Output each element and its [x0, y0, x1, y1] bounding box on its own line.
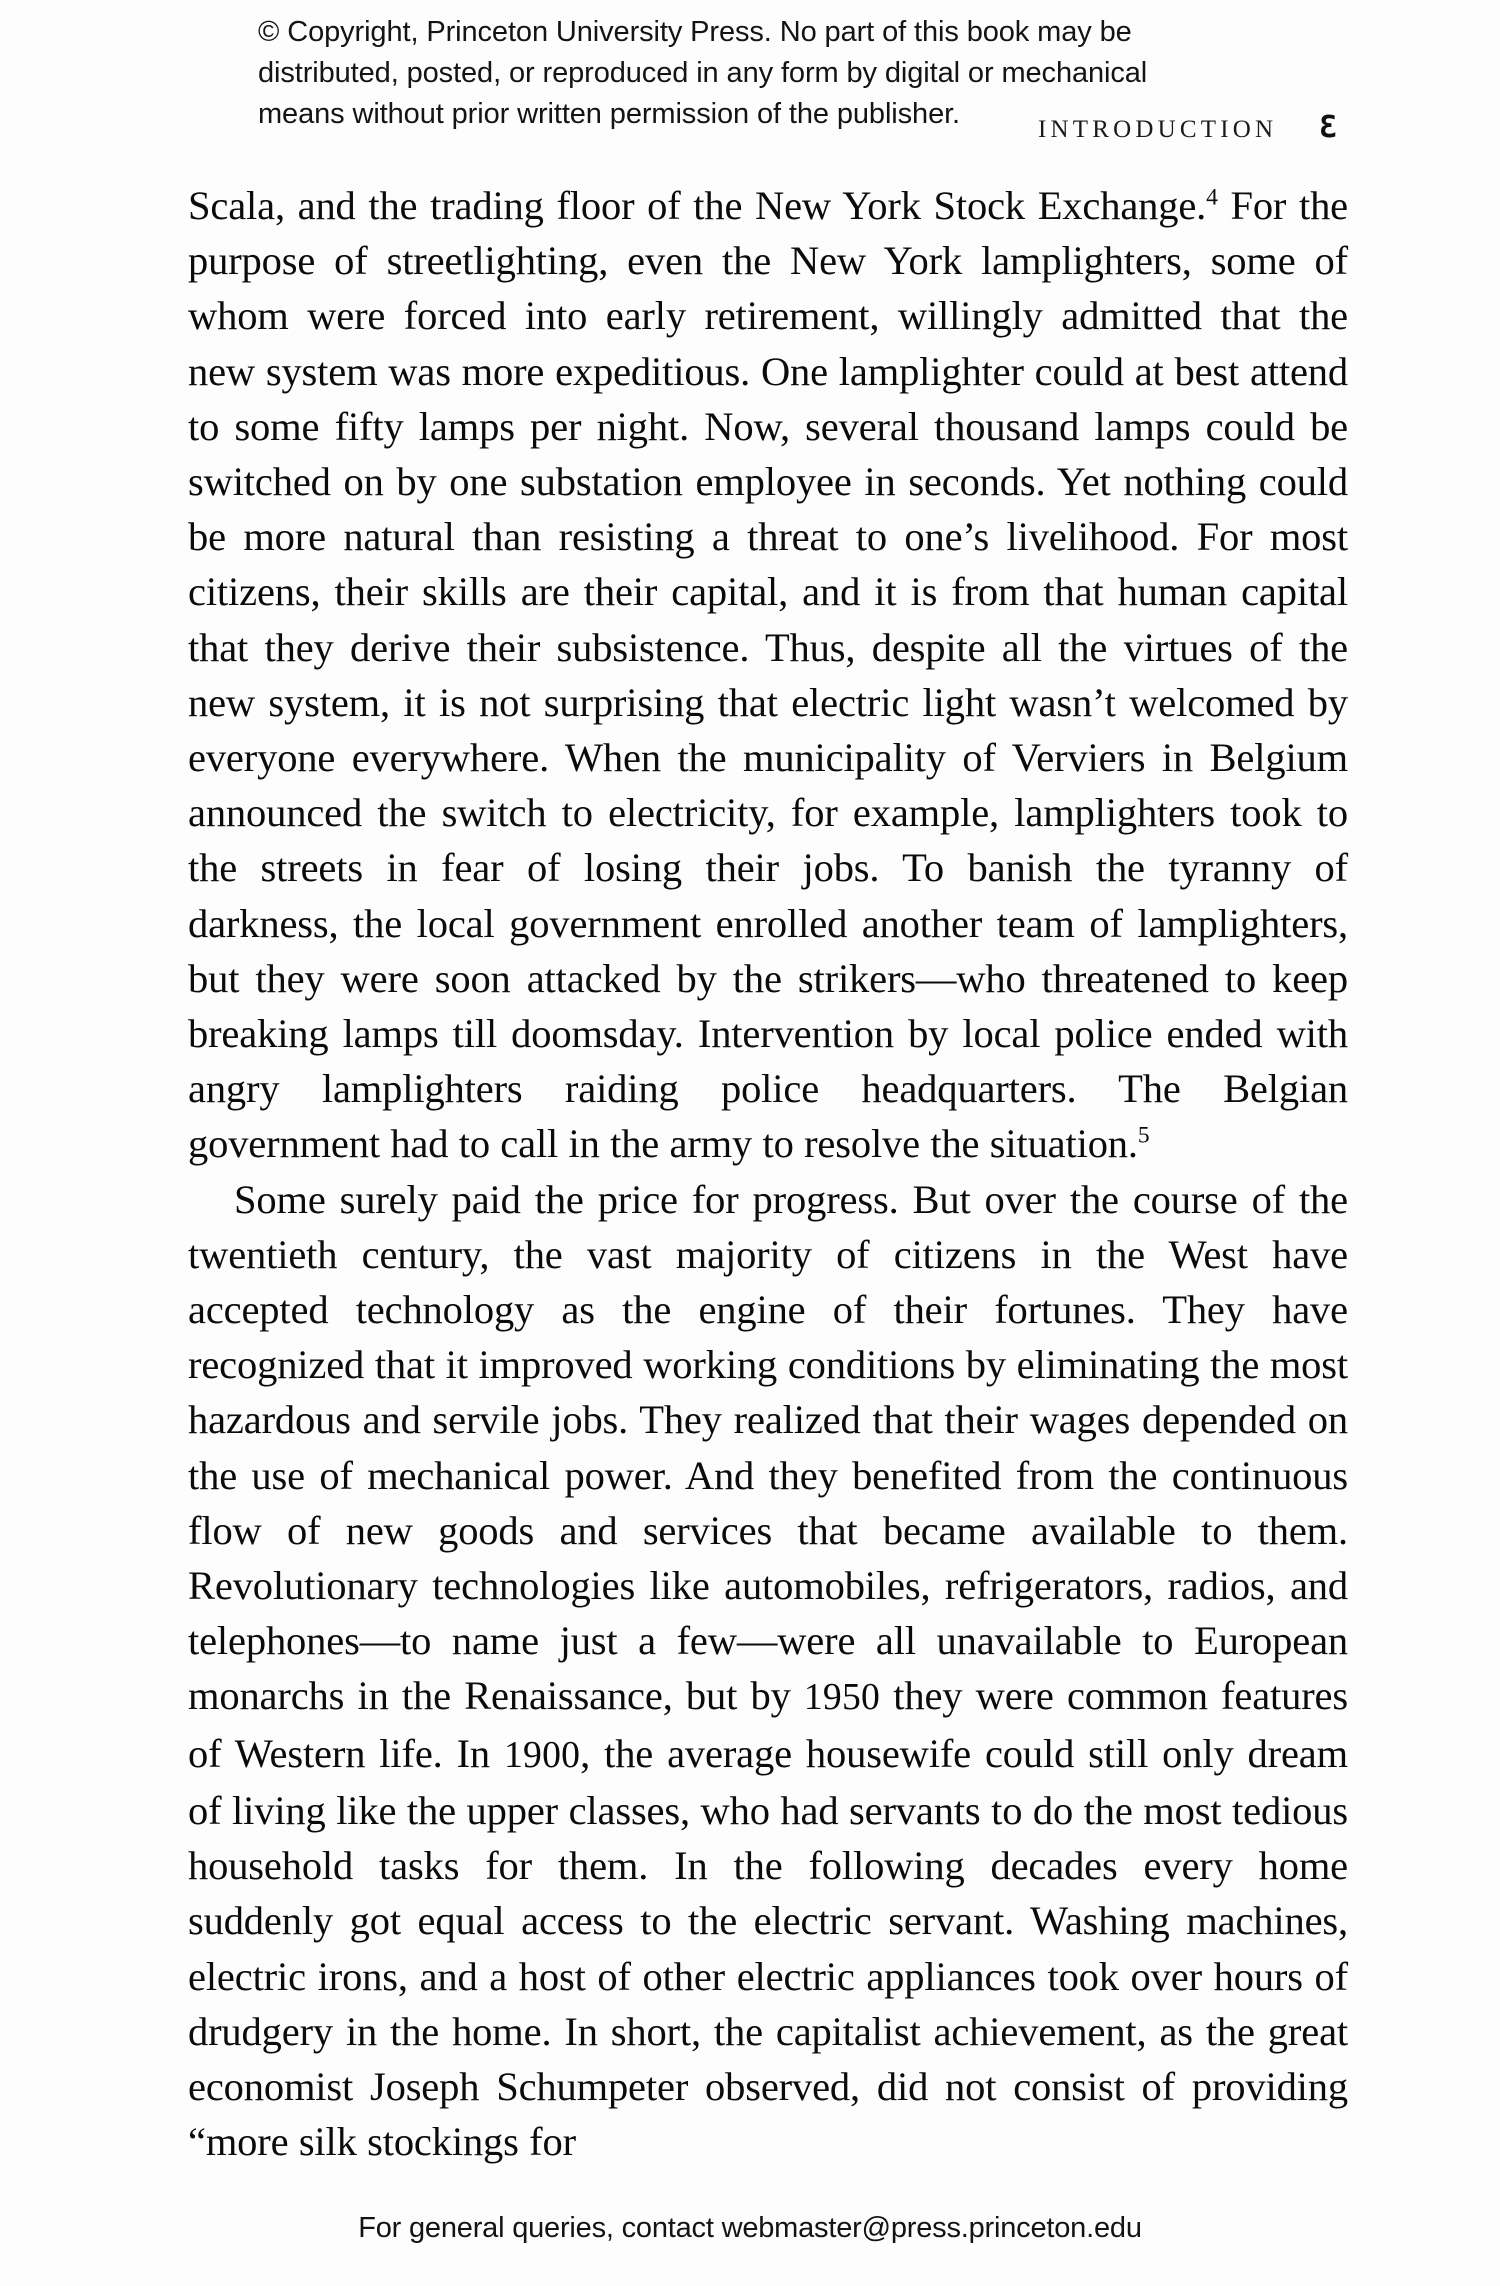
running-head — [1038, 110, 1337, 145]
footer-notice: For general queries, contact webmaster@press.princeton.edu — [358, 2212, 1142, 2244]
copyright-notice-line-1: © Copyright, Princeton University Press. No part of this book may be — [258, 16, 1132, 48]
page-number: 3 — [1319, 110, 1338, 145]
footnote-marker: 5 — [1137, 1122, 1150, 1149]
body-text — [188, 178, 1348, 2169]
paragraph-1: Scala, and the trading floor of the New York Stock Exchange.$^4$ For the purpose of streetlighting, even the New York lamplighters, some of whom were forced into early retirement, willingly admitted that the new system was more expeditious. One lamplighter could at best attend to some fifty lamps per night. Now, several thousand lamps could be switched on by one substation employee in seconds. Yet nothing could be more natural than resisting a threat to one’s livelihood. For most citizens, their skills are their capital, and it is from that human capital that they derive their subsistence. Thus, despite all the virtues of the new system, it is not surprising that electric light wasn’t welcomed by everyone everywhere. When the municipality of Verviers in Belgium announced the switch to electricity, for example, lamplighters took to the streets in fear of losing their jobs. To banish the tyranny of darkness, the local government enrolled another team of lamplighters, but they were soon attacked by the strikers—who threatened to keep breaking lamps till doomsday. Intervention by local police ended with angry lamplighters raiding police headquarters. The Belgian government had to call in the army to resolve the situation.$^5$ — [188, 183, 1348, 1167]
year-numeral: 1900 — [504, 1733, 581, 1776]
paragraph-2: Some surely paid the price for progress. But over the course of the twentieth century, the vast majority of citizens in the West have accepted technology as the engine of their fortunes. They have recognized that it improved working conditions by eliminating the most hazardous and servile jobs. They realized that their wages depended on the use of mechanical power. And they benefited from the continuous flow of new goods and services that became available to them. Revolutionary technologies like automobiles, refrigerators, radios, and telephones—to name just a few—were all unavailable to European monarchs in the Renaissance, but by 1950 they were common features of Western life. In 1900, the average housewife could still only dream of living like the upper classes, who had servants to do the most tedious household tasks for them. In the following decades every home suddenly got equal access to the electric servant. Washing machines, electric irons, and a host of other electric appliances took over hours of drudgery in the home. In short, the capitalist achievement, as the great economist Joseph Schumpeter observed, did not consist of providing “more silk stockings for — [188, 1176, 1348, 2165]
running-head-chapter-title: INTRODUCTION — [1038, 116, 1278, 143]
copyright-notice-line-3: means without prior written permission of the publisher. — [258, 98, 961, 130]
footnote-marker: 4 — [1206, 184, 1218, 211]
copyright-notice-line-2: distributed, posted, or reproduced in any form by digital or mechanical — [258, 57, 1148, 89]
year-numeral: 1950 — [803, 1676, 881, 1719]
